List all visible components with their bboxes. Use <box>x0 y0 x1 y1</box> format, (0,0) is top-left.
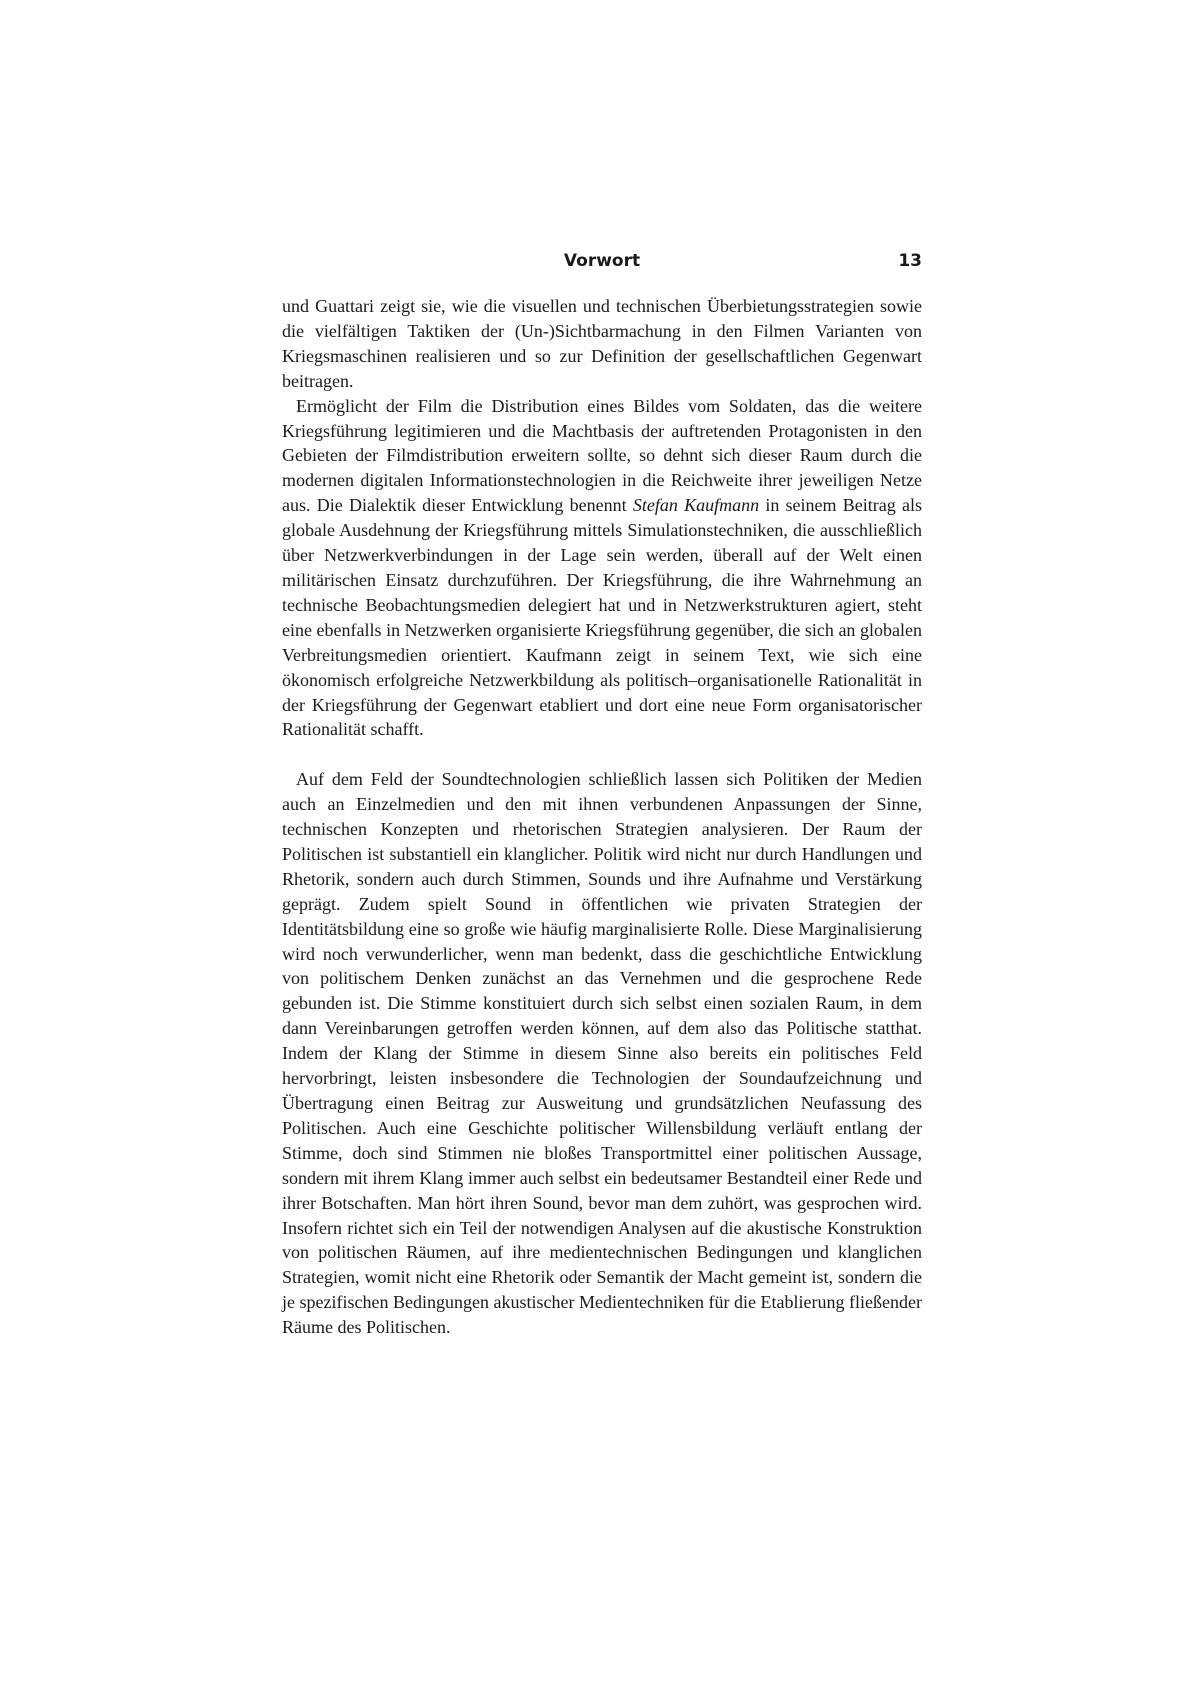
paragraph-3: Auf dem Feld der Soundtechnologien schließlich lassen sich Politiken der Medien auch an Einzelmedien und den mit ihnen verbundenen Anpassungen der Sinne, technischen Konzepten und rhetorischen Strategien analysieren. Der Raum der Politischen ist substantiell ein klanglicher. Politik wird nicht nur durch Handlungen und Rhetorik, sondern auch durch Stimmen, Sounds und ihre Aufnahme und Verstärkung geprägt. Zudem spielt Sound in öffentlichen wie privaten Strategien der Identitätsbildung eine so große wie häufig marginalisierte Rolle. Diese Marginalisierung wird noch verwunderlicher, wenn man bedenkt, dass die geschichtliche Entwicklung von politischem Denken zunächst an das Vernehmen und die gesprochene Rede gebunden ist. Die Stimme konstituiert durch sich selbst einen sozialen Raum, in dem dann Vereinbarungen getroffen werden können, auf dem also das Politische statthat. Indem der Klang der Stimme in diesem Sinne also bereits ein politisches Feld hervorbringt, leisten insbesondere die Technologien der Soundaufzeichnung und Übertragung einen Beitrag zur Ausweitung und grundsätzlichen Neufassung des Politischen. Auch eine Geschichte politischer Willensbildung verläuft entlang der Stimme, doch sind Stimmen nie bloßes Transportmittel einer politischen Aussage, sondern mit ihrem Klang immer auch selbst ein bedeutsamer Bestandteil einer Rede und ihrer Botschaften. Man hört ihren Sound, bevor man dem zuhört, was gesprochen wird. Insofern richtet sich ein Teil der notwendigen Analysen auf die akustische Konstruktion von politischen Räumen, auf ihre medientechnischen Bedingungen und klanglichen Strategien, womit nicht eine Rhetorik oder Semantik der Macht gemeint ist, sondern die je spezifischen Bedingungen akustischer Medientechniken für die Etablierung fließender Räume des Politischen. <box>282 769 922 1338</box>
author-name-kaufmann: Stefan Kaufmann <box>632 495 760 516</box>
paragraph-2 <box>282 394 922 743</box>
body-text <box>282 294 922 1340</box>
paragraph-2-text-before: Ermöglicht der Film die Distribution eines Bildes vom Soldaten, das die weitere Kriegsführung legitimieren und die Machtbasis der auftretenden Protagonisten in den Gebieten der Filmdistribution erweitern sollte, so dehnt sich dieser Raum durch die modernen digitalen Informationstechnologien in die Reichweite ihrer jeweiligen Netze aus. Die Dialektik dieser Entwicklung benennt <box>282 395 922 516</box>
paragraph-2-text-after: in seinem Beitrag als globale Ausdehnung der Kriegsführung mittels Simulationstechniken, die ausschließlich über Netzwerkverbindungen in der Lage sein werden, überall auf der Welt einen militärischen Einsatz durchzuführen. Der Kriegsführung, die ihre Wahrnehmung an technische Beobachtungsmedien delegiert hat und in Netzwerkstrukturen agiert, steht eine ebenfalls in Netzwerken organisierte Kriegsführung gegenüber, die sich an globalen Verbreitungsmedien orientiert. Kaufmann zeigt in seinem Text, wie sich eine ökonomisch erfolgreiche Netzwerkbildung als politisch–organisationelle Rationalität in der Kriegsführung der Gegenwart etabliert und dort eine neue Form organisatorischer Rationalität schafft. <box>282 495 922 740</box>
paragraph-1: und Guattari zeigt sie, wie die visuellen und technischen Überbietungsstrategien sowie die vielfältigen Taktiken der (Un-)Sichtbarmachung in den Filmen Varianten von Kriegsmaschinen realisieren und so zur Definition der gesellschaftlichen Gegenwart beitragen. <box>282 296 922 391</box>
running-title: Vorwort <box>563 251 641 271</box>
page-number: 13 <box>898 251 922 271</box>
running-head <box>282 246 922 276</box>
